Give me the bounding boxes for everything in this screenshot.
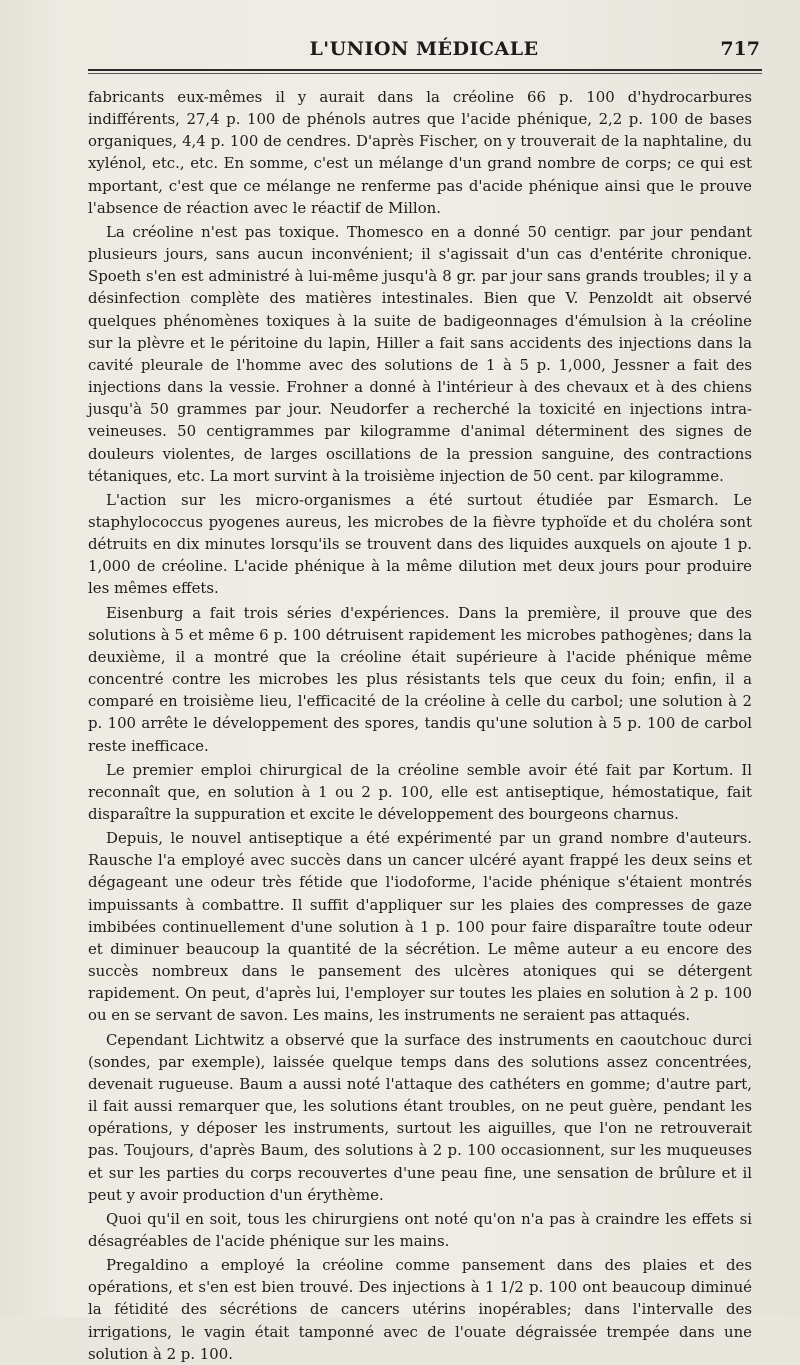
paragraph-1: fabricants eux-mêmes il y aurait dans la créoline 66 p. 100 d'hydrocarbures indifférents, 27,4 p. 100 de phénols autres que l'acide phénique, 2,2 p. 100 de bases organiques, 4,4 p. 100 de cendres. D'après Fischer, on y trouverait de la naphtaline, du xylénol, etc., etc. En somme, c'est un mélange d'un grand nombre de corps; ce qui est mportant, c'est que ce mélange ne renferme pas d'acide phénique ainsi que le prouve l'absence de réaction avec le réactif de Millon. xyxy=(88,88,752,217)
header-rule-thin xyxy=(88,73,762,74)
paragraph-5: Le premier emploi chirurgical de la créoline semble avoir été fait par Kortum. Il reconnaît que, en solution à 1 ou 2 p. 100, elle est antiseptique, hémostatique, fait disparaître la suppuration et excite le développement des bourgeons charnus. xyxy=(88,760,752,823)
page-number: 717 xyxy=(720,38,760,60)
page-header xyxy=(88,38,760,66)
paragraph-9: Pregaldino a employé la créoline comme pansement dans des plaies et des opérations, et s'en est bien trouvé. Des injections à 1 1/2 p. 100 ont beaucoup diminué la fétidité des sécrétions de cancers utérins inopérables; dans l'intervalle des irrigations, le vagin était tamponné avec de l'ouate dégraissée trempée dans une solution à 2 p. 100. xyxy=(88,1256,752,1363)
paragraph-8: Quoi qu'il en soit, tous les chirurgiens ont noté qu'on n'a pas à craindre les effets si désagréables de l'acide phénique sur les mains. xyxy=(88,1209,752,1250)
article-body xyxy=(88,86,752,1365)
paragraph-4: Eisenburg a fait trois séries d'expériences. Dans la première, il prouve que des solutions à 5 et même 6 p. 100 détruisent rapidement les microbes pathogènes; dans la deuxième, il a montré que la créoline était supérieure à l'acide phénique même concentré contre les microbes les plus résistants tels que ceux du foin; enfin, il a comparé en troisième lieu, l'efficacité de la créoline à celle du carbol; une solution à 2 p. 100 arrête le développement des spores, tandis qu'une solution à 5 p. 100 de carbol reste inefficace. xyxy=(88,603,752,755)
paragraph-3: L'action sur les micro-organismes a été surtout étudiée par Esmarch. Le staphylococcus pyogenes aureus, les microbes de la fièvre typhoïde et du choléra sont détruits en dix minutes lorsqu'ils se trouvent dans des liquides auxquels on ajoute 1 p. 1,000 de créoline. L'acide phénique à la même dilution met deux jours pour produire les mêmes effets. xyxy=(88,490,752,598)
paragraph-6: Depuis, le nouvel antiseptique a été expérimenté par un grand nombre d'auteurs. Rausche l'a employé avec succès dans un cancer ulcéré ayant frappé les deux seins et dégageant une odeur très fétide que l'iodoforme, l'acide phénique s'étaient montrés impuissants à combattre. Il suffit d'appliquer sur les plaies des compresses de gaze imbibées continuellement d'une solution à 1 p. 100 pour faire disparaître toute odeur et diminuer beaucoup la quantité de la sécrétion. Le même auteur a eu encore des succès nombreux dans le pansement des ulcères atoniques qui se détergent rapidement. On peut, d'après lui, l'employer sur toutes les plaies en solution à 2 p. 100 ou en se servant de savon. Les mains, les instruments ne seraient pas attaqués. xyxy=(88,829,752,1025)
running-title: L'UNION MÉDICALE xyxy=(309,38,539,60)
paragraph-2: La créoline n'est pas toxique. Thomesco en a donné 50 centigr. par jour pendant plusieurs jours, sans aucun inconvénient; il s'agissait d'un cas d'entérite chronique. Spoeth s'en est administré à lui-même jusqu'à 8 gr. par jour sans grands troubles; il y a désinfection complète des matières intestinales. Bien que V. Penzoldt ait observé quelques phénomènes toxiques à la suite de badigeonnages d'émulsion à la créoline sur la plèvre et le péritoine du lapin, Hiller a fait sans accidents des injections dans la cavité pleurale de l'homme avec des solutions de 1 à 5 p. 1,000, Jessner a fait des injections dans la vessie. Frohner a donné à l'intérieur à des chevaux et à des chiens jusqu'à 50 grammes par jour. Neudorfer a recherché la toxicité en injections intra-veineuses. 50 centigrammes par kilogramme d'animal déterminent des signes de douleurs violentes, de larges oscillations de la pression sanguine, des contractions tétaniques, etc. La mort survint à la troisième injection de 50 cent. par kilogramme. xyxy=(88,222,752,485)
header-rule xyxy=(88,69,762,71)
paragraph-7: Cependant Lichtwitz a observé que la surface des instruments en caoutchouc durci (sondes, par exemple), laissée quelque temps dans des solutions assez concentrées, devenait rugueuse. Baum a aussi noté l'attaque des cathéters en gomme; d'autre part, il fait aussi remarquer que, les solutions étant troubles, on ne peut guère, pendant les opérations, y déposer les instruments, surtout les aiguilles, que l'on ne retrouverait pas. Toujours, d'après Baum, des solutions à 2 p. 100 occasionnent, sur les muqueuses et sur les parties du corps recouvertes d'une peau fine, une sensation de brûlure et il peut y avoir production d'un érythème. xyxy=(88,1030,752,1204)
